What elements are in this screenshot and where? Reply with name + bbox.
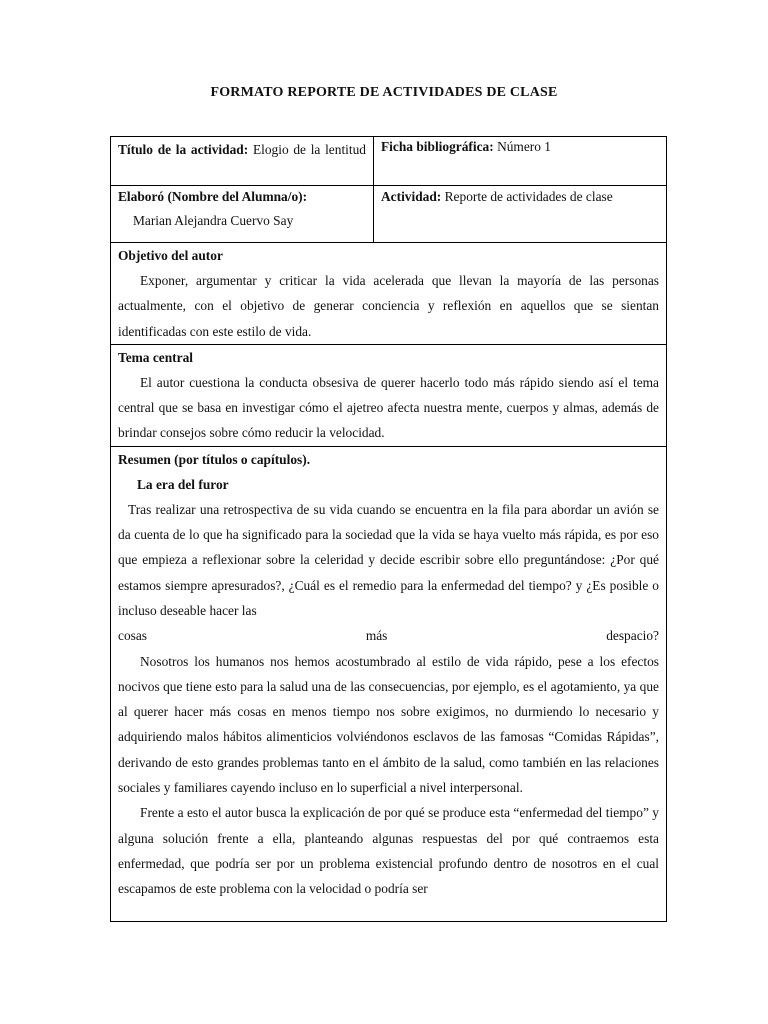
bibliographic-card-label: Ficha bibliográfica:	[381, 139, 494, 154]
activity-title-value: Elogio de la lentitud	[252, 142, 366, 157]
author-objective-heading: Objetivo del autor	[118, 248, 223, 263]
summary-paragraph-1: Tras realizar una retrospectiva de su vida cuando se encuentra en la fila para abordar un avión se da cuenta de lo que ha significado para la sociedad que la vida se haya vuelto más rápida, es por eso que empieza a reflexionar sobre la celeridad y decide escribir sobre ello preguntándose: ¿Por qué estamos siempre apresurados?, ¿Cuál es el remedio para la enfermedad del tiempo? y ¿Es posible o incluso deseable hacer las	[118, 501, 659, 618]
document-title: FORMATO REPORTE DE ACTIVIDADES DE CLASE	[210, 85, 558, 100]
author-cell	[111, 186, 374, 243]
table-row	[111, 344, 667, 446]
table-row	[111, 446, 667, 921]
author-objective-cell	[111, 243, 667, 345]
activity-title-cell	[111, 137, 374, 186]
activity-value: Reporte de actividades de clase	[444, 189, 613, 204]
activity-label: Actividad:	[381, 189, 442, 204]
summary-cell	[111, 446, 667, 921]
table-row	[111, 186, 667, 243]
author-objective-text: Exponer, argumentar y criticar la vida acelerada que llevan la mayoría de las personas actualmente, con el objetivo de generar conciencia y reflexión en aquellos que se sientan identificadas con este estilo de vida.	[118, 273, 659, 339]
activity-report-table	[110, 136, 667, 922]
table-row	[111, 243, 667, 345]
summary-paragraph-3: Frente a esto el autor busca la explicación de por qué se produce esta “enfermedad del tiempo” y alguna solución frente a ella, planteando algunas respuestas del por qué contraemos esta enfermedad, que podría ser por un problema existencial profundo dentro de nosotros en el cual escapamos de este problema con la velocidad o podría ser	[118, 805, 659, 897]
chapter-title: La era del furor	[137, 476, 229, 492]
bibliographic-card-cell	[374, 137, 667, 186]
summary-heading: Resumen (por títulos o capítulos).	[118, 451, 311, 467]
central-theme-heading: Tema central	[118, 349, 193, 365]
central-theme-cell	[111, 344, 667, 446]
activity-title-label: Título de la actividad:	[118, 142, 249, 157]
activity-cell	[374, 186, 667, 243]
author-name: Marian Alejandra Cuervo Say	[133, 213, 294, 228]
bibliographic-card-value: Número 1	[497, 139, 551, 154]
author-label: Elaboró (Nombre del Alumna/o):	[118, 189, 308, 204]
summary-paragraph-1-end: cosas más despacio?	[118, 628, 659, 644]
summary-paragraph-2: Nosotros los humanos nos hemos acostumbrado al estilo de vida rápido, pese a los efectos nocivos que tiene esto para la salud una de las consecuencias, por ejemplo, es el agotamiento, ya que al querer hacer más cosas en menos tiempo nos sobre exigimos, no durmiendo lo necesario y adquiriendo malos hábitos alimenticios volviéndonos esclavos de las famosas “Comidas Rápidas”, derivando de esto grandes problemas tanto en el ámbito de la salud, como también en las relaciones sociales y familiares cayendo incluso en lo superficial a nivel interpersonal.	[118, 653, 659, 796]
table-row	[111, 137, 667, 186]
central-theme-text: El autor cuestiona la conducta obsesiva de querer hacerlo todo más rápido siendo así el tema central que se basa en investigar cómo el ajetreo afecta nuestra mente, cuerpos y almas, además de brindar consejos sobre cómo reducir la velocidad.	[118, 374, 659, 441]
